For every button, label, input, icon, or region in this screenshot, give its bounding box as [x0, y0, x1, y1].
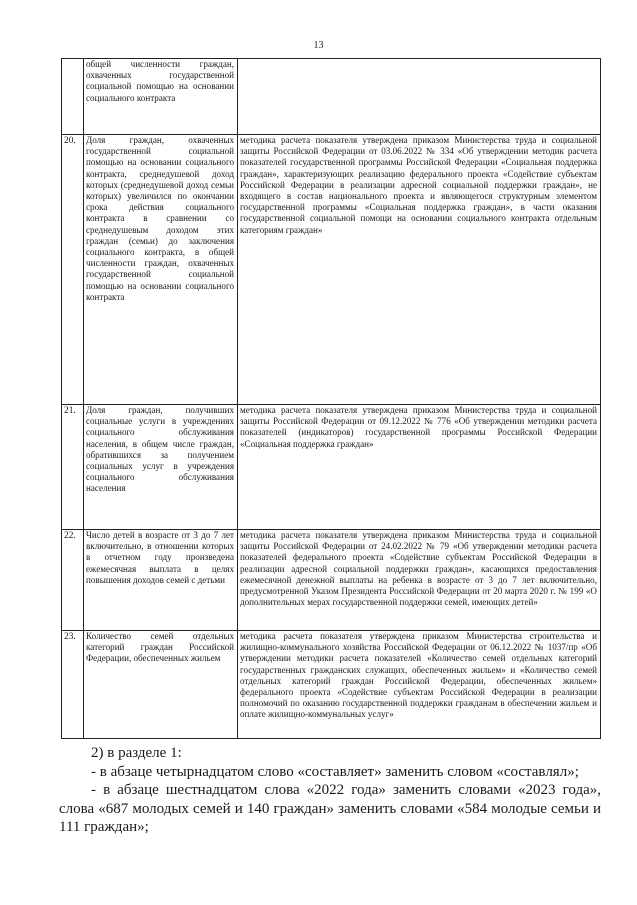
calculation-method: методика расчета показателя утверждена приказом Министерства строительства и жилищно-коммунального хозяйства Российской Федерации от 06.12.2022 № 1037/пр «Об утверждении методики расчета показателей «Количество семей отдельных категорий государственных гражданских служащих, обеспеченных жильем» и «Количество семей отдельных категорий граждан Российской Федерации, обеспеченных жильем» федерального проекта «Содействие субъектам Российской Федерации в реализации полномочий по оказанию государственной поддержки гражданам в обеспечении жильем и оплате жилищно-коммунальных услуг»	[238, 631, 601, 739]
indicator-name: Доля граждан, охваченных государственной социальной помощью на основании социального контракта, среднедушевой доход которых (среднедушевой доход семьи которых) увеличился по окончании срока действия социального контракта в сравнении со среднедушевым доходом этих граждан (семьи) до заключения социального контракта, в общей численности граждан, охваченных государственной социальной помощью на основании социального контракта	[84, 135, 238, 405]
table-row	[62, 405, 601, 530]
indicator-name: Количество семей отдельных категорий граждан Российской Федерации, обеспеченных жильем	[84, 631, 238, 739]
indicator-name: Число детей в возрасте от 3 до 7 лет включительно, в отношении которых в отчетном году произведена ежемесячная выплата в целях повышения доходов семей с детьми	[84, 530, 238, 631]
calculation-method: методика расчета показателя утверждена приказом Министерства труда и социальной защиты Российской Федерации от 24.02.2022 № 79 «Об утверждении методики расчета показателей федерального проекта «Содействие субъектам Российской Федерации в реализации адресной социальной поддержки граждан», касающихся предоставления ежемесячной денежной выплаты на ребенка в возрасте от 3 до 7 лет включительно, предусмотренной Указом Президента Российской Федерации от 20 марта 2020 г. № 199 «О дополнительных мерах государственной поддержки семей, имеющих детей»	[238, 530, 601, 631]
row-number	[62, 59, 84, 135]
amendment-paragraph: - в абзаце шестнадцатом слова «2022 года» заменить словами «2023 года», слова «687 молодых семей и 140 граждан» заменить словами «584 молодые семьи и 111 граждан»;	[59, 782, 601, 836]
indicator-name: Доля граждан, получивших социальные услуги в учреждениях социального обслуживания населения, в общем числе граждан, обратившихся за получением социальных услуг в учреждения социального обслуживания населения	[84, 405, 238, 530]
row-number: 21.	[62, 405, 84, 530]
calculation-method	[238, 59, 601, 135]
table-row	[62, 631, 601, 739]
section-heading: 2) в разделе 1:	[91, 745, 182, 761]
indicator-table	[61, 58, 601, 739]
indicator-name: общей численности граждан, охваченных государственной социальной помощью на основании социального контракта	[84, 59, 238, 135]
table-row	[62, 135, 601, 405]
table-row	[62, 59, 601, 135]
row-number: 20.	[62, 135, 84, 405]
amendment-paragraph: - в абзаце четырнадцатом слово «составляет» заменить словом «составлял»;	[91, 763, 579, 780]
row-number: 22.	[62, 530, 84, 631]
table-row	[62, 530, 601, 631]
row-number: 23.	[62, 631, 84, 739]
calculation-method: методика расчета показателя утверждена приказом Министерства труда и социальной защиты Российской Федерации от 09.12.2022 № 776 «Об утверждении методики расчета показателей (индикаторов) государственной программы Российской Федерации «Социальная поддержка граждан»	[238, 405, 601, 530]
calculation-method: методика расчета показателя утверждена приказом Министерства труда и социальной защиты Российской Федерации от 03.06.2022 № 334 «Об утверждении методик расчета показателей государственной программы Российской Федерации «Социальная поддержка граждан», характеризующих реализацию федерального проекта «Содействие субъектам Российской Федерации в реализации адресной социальной поддержки граждан», не входящего в состав национального проекта и являющегося структурным элементом государственной программы «Социальная поддержка граждан», в части оказания государственной социальной помощи на основании социального контракта отдельным категориям граждан»	[238, 135, 601, 405]
page-number: 13	[313, 40, 324, 51]
amendment-text	[59, 744, 601, 837]
